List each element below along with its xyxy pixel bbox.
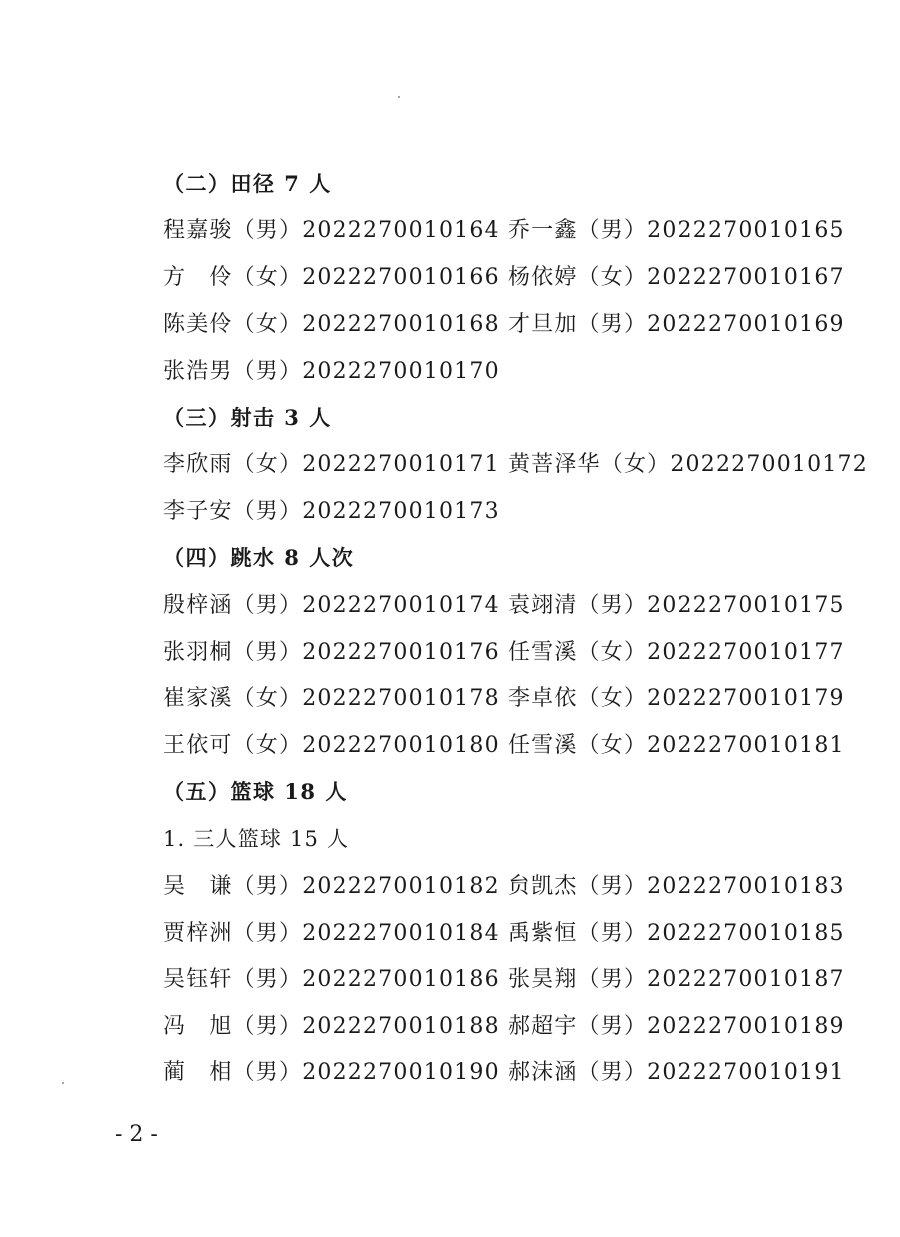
section-heading-diving: （四）跳水 8 人次 (163, 545, 355, 570)
athlete-row: 蔺 相（男）2022270010190 郝沫涵（男）2022270010191 (163, 1060, 845, 1085)
athlete-row: 吴钰轩（男）2022270010186 张昊翔（男）2022270010187 (163, 967, 845, 992)
athlete-row: 李欣雨（女）2022270010171 黄菩泽华（女）2022270010172 (163, 452, 868, 477)
athlete-row: 张羽桐（男）2022270010176 任雪溪（女）2022270010177 (163, 640, 845, 665)
subsection-heading-3x3-basketball: 1. 三人篮球 15 人 (163, 827, 350, 851)
scan-speck (62, 1082, 64, 1084)
athlete-row: 冯 旭（男）2022270010188 郝超宇（男）2022270010189 (163, 1014, 845, 1039)
athlete-row: 张浩男（男）2022270010170 (163, 359, 500, 384)
scan-speck (398, 96, 400, 98)
athlete-row: 方 伶（女）2022270010166 杨依婷（女）2022270010167 (163, 265, 845, 290)
athlete-row: 崔家溪（女）2022270010178 李卓依（女）2022270010179 (163, 686, 845, 711)
athlete-row: 吴 谦（男）2022270010182 贠凯杰（男）2022270010183 (163, 874, 845, 899)
athlete-row: 贾梓洲（男）2022270010184 禹紫恒（男）2022270010185 (163, 921, 845, 946)
athlete-row: 殷梓涵（男）2022270010174 袁翊清（男）2022270010175 (163, 593, 845, 618)
athlete-row: 李子安（男）2022270010173 (163, 499, 500, 524)
athlete-row: 王依可（女）2022270010180 任雪溪（女）2022270010181 (163, 733, 845, 758)
section-heading-basketball: （五）篮球 18 人 (163, 779, 348, 804)
section-heading-shooting: （三）射击 3 人 (163, 405, 332, 430)
athlete-row: 程嘉骏（男）2022270010164 乔一鑫（男）2022270010165 (163, 218, 845, 243)
page-number: - 2 - (115, 1122, 158, 1147)
section-heading-athletics: （二）田径 7 人 (163, 171, 332, 196)
athlete-row: 陈美伶（女）2022270010168 才旦加（男）2022270010169 (163, 312, 845, 337)
